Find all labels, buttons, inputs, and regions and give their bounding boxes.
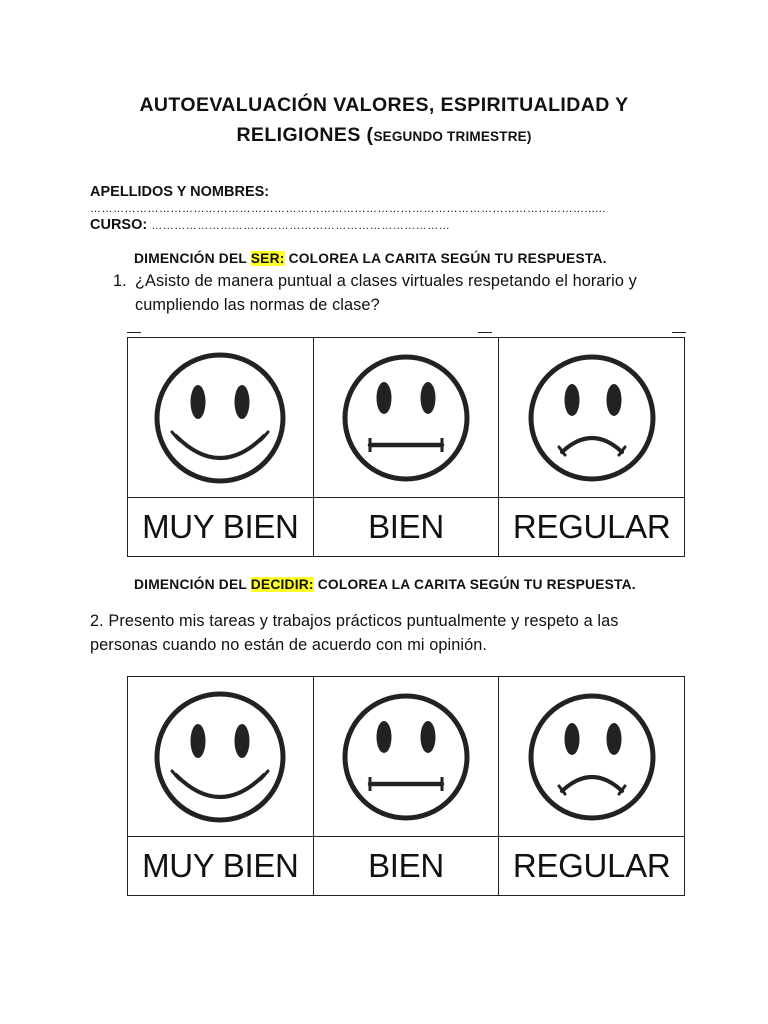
dimension-instruction: COLOREA LA CARITA SEGÚN TU RESPUESTA. <box>313 577 636 592</box>
question-1-line-2: cumpliendo las normas de clase? <box>135 296 380 314</box>
question-2-line-1: 2. Presento mis tareas y trabajos prácticos puntualmente y respeto a las <box>90 612 619 630</box>
question-number: 1. <box>113 272 127 290</box>
label-regular: REGULAR <box>499 498 685 557</box>
course-field[interactable] <box>90 217 450 233</box>
label-regular: REGULAR <box>499 837 685 896</box>
document-title-line-2 <box>0 124 768 147</box>
face-option-very-good[interactable] <box>128 338 314 498</box>
dimension-highlight-decidir: DECIDIR: <box>250 577 314 592</box>
course-label: CURSO: <box>90 217 148 233</box>
title-main-text: RELIGIONES ( <box>236 124 374 146</box>
sad-face-icon[interactable] <box>524 350 660 486</box>
faces-table-2 <box>127 676 685 896</box>
face-option-regular[interactable] <box>499 677 685 837</box>
course-blank-line[interactable]: …………………………………………………………………… <box>151 220 451 232</box>
faces-table-1 <box>127 337 685 557</box>
dimension-instruction: COLOREA LA CARITA SEGÚN TU RESPUESTA. <box>284 251 607 266</box>
document-title-line-1: AUTOEVALUACIÓN VALORES, ESPIRITUALIDAD Y <box>139 94 629 116</box>
face-option-very-good[interactable] <box>128 677 314 837</box>
dimension-highlight-ser: SER: <box>250 251 285 266</box>
label-very-good: MUY BIEN <box>128 837 314 896</box>
names-label: APELLIDOS Y NOMBRES: <box>90 184 270 200</box>
face-option-good[interactable] <box>313 338 499 498</box>
face-option-regular[interactable] <box>499 338 685 498</box>
table-corner-mark <box>672 332 686 333</box>
label-good: BIEN <box>313 837 499 896</box>
dimension-decidir-heading <box>134 577 636 592</box>
question-1-line-1: ¿Asisto de manera puntual a clases virtuales respetando el horario y <box>135 272 637 290</box>
names-blank-line[interactable]: …………………………………………………………………………………………………………………...... <box>90 203 606 215</box>
sad-face-icon[interactable] <box>524 689 660 825</box>
question-2 <box>90 609 618 657</box>
dimension-prefix: DIMENCIÓN DEL <box>134 577 251 592</box>
table-corner-mark <box>127 332 141 333</box>
question-2-line-2: personas cuando no están de acuerdo con mi opinión. <box>90 636 488 654</box>
label-very-good: MUY BIEN <box>128 498 314 557</box>
title-trimester-text: SEGUNDO TRIMESTRE) <box>373 129 532 144</box>
question-1 <box>113 269 637 317</box>
dimension-ser-heading <box>134 251 607 266</box>
label-good: BIEN <box>313 498 499 557</box>
names-field[interactable] <box>90 184 768 216</box>
neutral-face-icon[interactable] <box>338 689 474 825</box>
table-corner-mark <box>478 332 492 333</box>
neutral-face-icon[interactable] <box>338 350 474 486</box>
dimension-prefix: DIMENCIÓN DEL <box>134 251 251 266</box>
face-option-good[interactable] <box>313 677 499 837</box>
smile-face-icon[interactable] <box>152 689 288 825</box>
smile-face-icon[interactable] <box>152 350 288 486</box>
